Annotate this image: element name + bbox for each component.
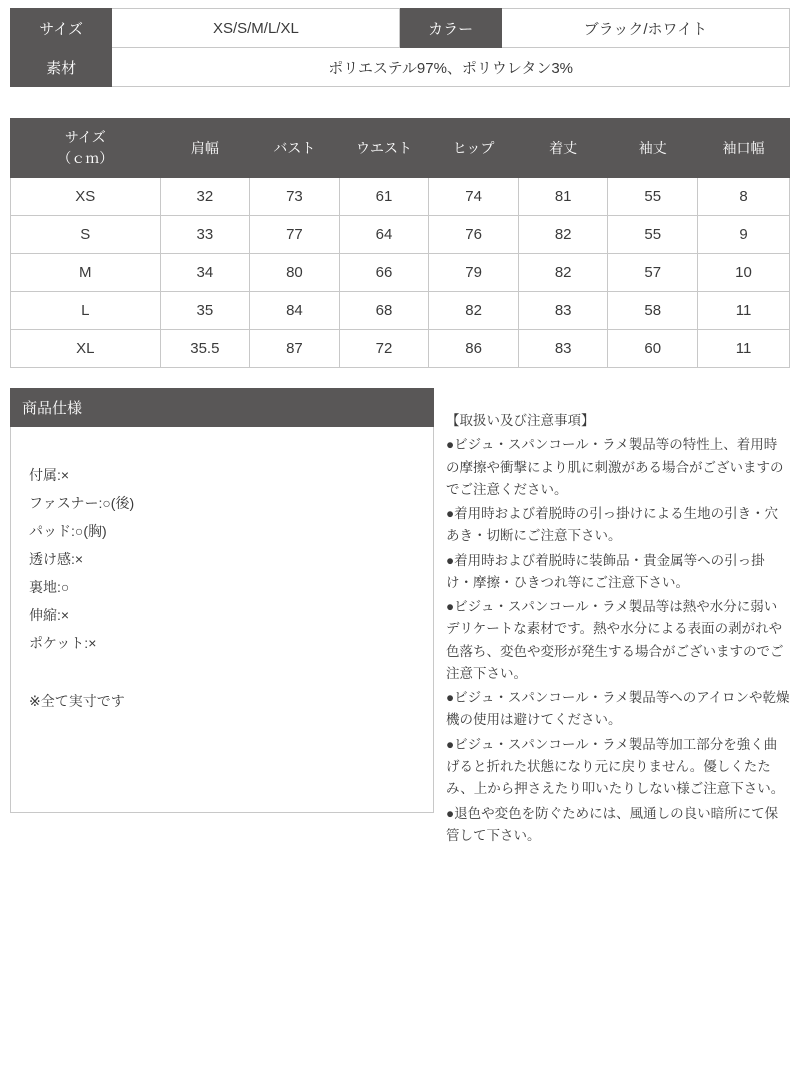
spec-value-material: ポリエステル97%、ポリウレタン3%	[112, 48, 790, 87]
size-cell: 66	[339, 254, 429, 292]
size-cell: L	[11, 292, 161, 330]
size-cell: 83	[518, 292, 608, 330]
bottom-panels	[10, 388, 790, 849]
care-item: ●ビジュ・スパンコール・ラメ製品等は熱や水分に弱いデリケートな素材です。熱や水分による表面の剥がれや色落ち、変色や変形が発生する場合がございますのでご注意下さい。	[446, 599, 784, 681]
size-cell: 82	[518, 216, 608, 254]
size-cell: 58	[608, 292, 698, 330]
size-cell: 11	[698, 292, 790, 330]
list-item: ファスナー:○(後)	[29, 495, 135, 511]
size-cell: 84	[250, 292, 340, 330]
size-cell: 82	[518, 254, 608, 292]
list-item: 透け感:×	[29, 551, 84, 567]
size-chart-header-waist: ウエスト	[339, 119, 429, 178]
list-item: 付属:×	[29, 467, 70, 483]
measurement-note: ※全て実寸です	[29, 693, 125, 709]
table-row	[11, 330, 790, 368]
care-item: ●ビジュ・スパンコール・ラメ製品等加工部分を強く曲げると折れた状態になり元に戻りません。優しくたたみ、上から押さえたり叩いたりしない様ご注意下さい。	[446, 736, 785, 797]
size-cell: 32	[160, 178, 250, 216]
size-cell: 35.5	[160, 330, 250, 368]
size-cell: 77	[250, 216, 340, 254]
care-item: ●着用時および着脱時に装飾品・貴金属等への引っ掛け・摩擦・ひきつれ等にご注意下さい。	[446, 552, 765, 590]
size-cell: M	[11, 254, 161, 292]
size-chart-header-shoulder: 肩幅	[160, 119, 250, 178]
size-cell: 74	[429, 178, 519, 216]
size-chart-header-size-line1: サイズ	[64, 129, 106, 145]
care-item: ●ビジュ・スパンコール・ラメ製品等へのアイロンや乾燥機の使用は避けてください。	[446, 690, 790, 728]
product-spec-body	[10, 427, 434, 813]
list-item: 裏地:○	[29, 579, 70, 595]
size-cell: 8	[698, 178, 790, 216]
size-chart-header-cuff: 袖口幅	[698, 119, 790, 178]
care-item: ●退色や変色を防ぐためには、風通しの良い暗所にて保管して下さい。	[446, 805, 779, 843]
size-cell: 76	[429, 216, 519, 254]
spec-label-color: カラー	[400, 9, 501, 48]
size-cell: 11	[698, 330, 790, 368]
size-cell: 64	[339, 216, 429, 254]
size-cell: XS	[11, 178, 161, 216]
size-cell: 33	[160, 216, 250, 254]
spec-value-size: XS/S/M/L/XL	[112, 9, 400, 48]
size-chart-header-row	[11, 119, 790, 178]
size-cell: 82	[429, 292, 519, 330]
product-spec-panel	[10, 388, 434, 849]
size-cell: 34	[160, 254, 250, 292]
size-chart-table	[10, 118, 790, 368]
table-row	[11, 216, 790, 254]
table-row	[11, 292, 790, 330]
size-cell: 55	[608, 178, 698, 216]
size-cell: XL	[11, 330, 161, 368]
size-cell: S	[11, 216, 161, 254]
table-row	[11, 48, 790, 87]
size-chart-header-bust: バスト	[250, 119, 340, 178]
size-cell: 81	[518, 178, 608, 216]
size-cell: 61	[339, 178, 429, 216]
size-chart-header-size	[11, 119, 161, 178]
size-cell: 10	[698, 254, 790, 292]
care-item: ●ビジュ・スパンコール・ラメ製品等の特性上、着用時の摩擦や衝撃により肌に刺激がある場合がございますのでご注意ください。	[446, 437, 784, 497]
table-row	[11, 178, 790, 216]
size-cell: 79	[429, 254, 519, 292]
size-cell: 73	[250, 178, 340, 216]
size-cell: 9	[698, 216, 790, 254]
spec-label-size: サイズ	[11, 9, 112, 48]
product-spec-title: 商品仕様	[10, 388, 434, 427]
size-cell: 83	[518, 330, 608, 368]
care-instructions-panel	[446, 388, 790, 849]
size-cell: 72	[339, 330, 429, 368]
size-cell: 87	[250, 330, 340, 368]
list-item: ポケット:×	[29, 635, 97, 651]
spec-value-color: ブラック/ホワイト	[501, 9, 789, 48]
size-cell: 86	[429, 330, 519, 368]
care-title: 【取扱い及び注意事項】	[446, 413, 595, 428]
size-chart-header-sleeve: 袖丈	[608, 119, 698, 178]
table-row	[11, 254, 790, 292]
table-row	[11, 9, 790, 48]
care-item: ●着用時および着脱時の引っ掛けによる生地の引き・穴あき・切断にご注意下さい。	[446, 506, 779, 544]
size-cell: 68	[339, 292, 429, 330]
list-item: パッド:○(胸)	[29, 523, 107, 539]
list-item: 伸縮:×	[29, 607, 70, 623]
spec-label-material: 素材	[11, 48, 112, 87]
size-cell: 57	[608, 254, 698, 292]
size-cell: 80	[250, 254, 340, 292]
size-chart-header-size-line2: （ｃｍ）	[57, 150, 114, 166]
size-chart-header-length: 着丈	[518, 119, 608, 178]
size-cell: 60	[608, 330, 698, 368]
product-spec-table	[10, 8, 790, 87]
size-cell: 35	[160, 292, 250, 330]
size-chart-header-hip: ヒップ	[429, 119, 519, 178]
size-cell: 55	[608, 216, 698, 254]
